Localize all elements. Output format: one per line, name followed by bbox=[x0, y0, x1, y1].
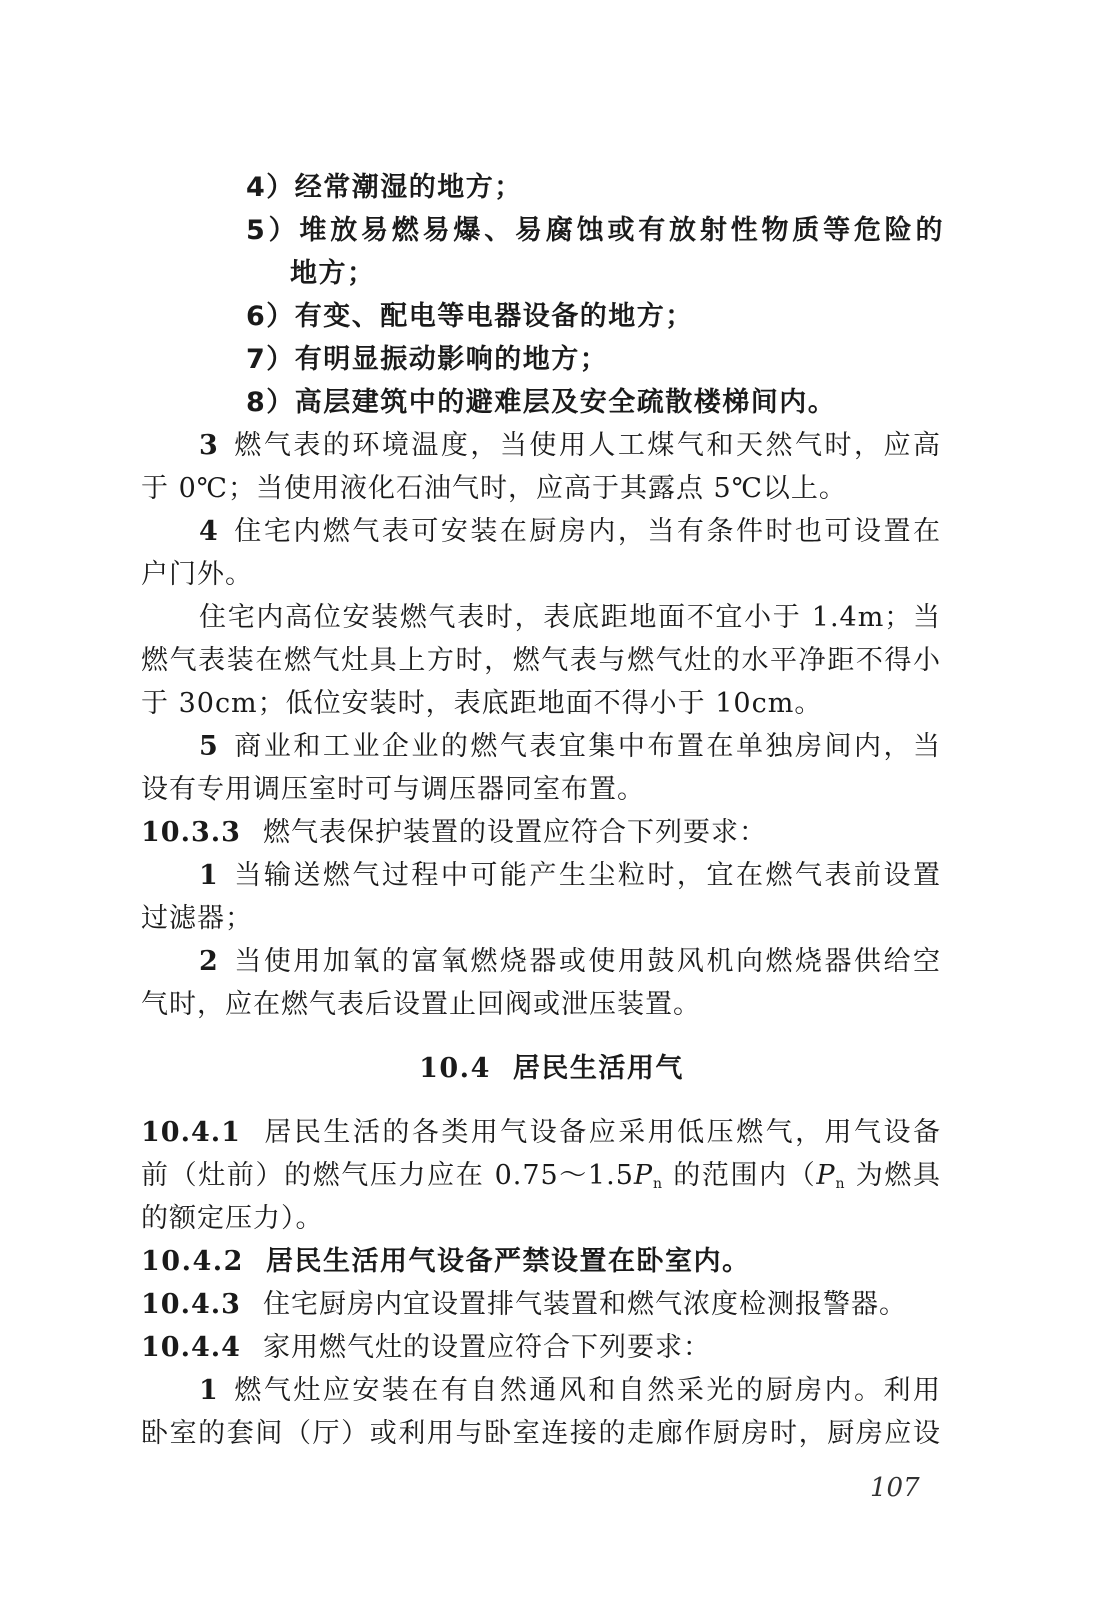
paragraph-number: 1 bbox=[199, 1375, 219, 1406]
list-item-7: 7）有明显振动影响的地方； bbox=[246, 344, 609, 375]
clause-10-4-4-item1-line1: 1 燃气灶应安装在有自然通风和自然采光的厨房内。利用 bbox=[199, 1375, 941, 1406]
clause-number: 10.4.2 bbox=[141, 1246, 244, 1277]
section-heading bbox=[0, 1052, 1103, 1086]
section-title: 居民生活用气 bbox=[512, 1053, 684, 1084]
paragraph-number: 1 bbox=[199, 860, 219, 891]
clause-10-3-3-item2-line2: 气时，应在燃气表后设置止回阀或泄压装置。 bbox=[141, 989, 701, 1020]
paragraph-3-line2: 于 0℃；当使用液化石油气时，应高于其露点 5℃以上。 bbox=[141, 473, 847, 504]
list-item-6: 6）有变、配电等电器设备的地方； bbox=[246, 301, 694, 332]
paragraph-4b-line3: 于 30cm；低位安装时，表底距地面不得小于 10cm。 bbox=[141, 688, 823, 719]
paragraph-4b-line1: 住宅内高位安装燃气表时，表底距地面不宜小于 1.4m；当 bbox=[199, 602, 941, 633]
section-number: 10.4 bbox=[419, 1053, 491, 1084]
clause-10-4-2: 10.4.2 居民生活用气设备严禁设置在卧室内。 bbox=[141, 1246, 751, 1277]
paragraph-4-line2: 户门外。 bbox=[141, 559, 253, 590]
list-item-8: 8）高层建筑中的避难层及安全疏散楼梯间内。 bbox=[246, 387, 837, 418]
page-number: 107 bbox=[870, 1473, 920, 1503]
clause-10-3-3-item1-line1: 1 当输送燃气过程中可能产生尘粒时，宜在燃气表前设置 bbox=[199, 860, 941, 891]
clause-10-4-4-item1-line2: 卧室的套间（厅）或利用与卧室连接的走廊作厨房时，厨房应设 bbox=[141, 1418, 941, 1449]
paragraph-4-line1: 4 住宅内燃气表可安装在厨房内，当有条件时也可设置在 bbox=[199, 516, 941, 547]
paragraph-number: 4 bbox=[199, 516, 219, 547]
clause-number: 10.4.1 bbox=[141, 1117, 241, 1148]
list-item-4: 4）经常潮湿的地方； bbox=[246, 172, 523, 203]
paragraph-3-line1: 3 燃气表的环境温度，当使用人工煤气和天然气时，应高 bbox=[199, 430, 941, 461]
list-item-5-line2: 地方； bbox=[290, 258, 376, 289]
clause-10-4-1-line3: 的额定压力）。 bbox=[141, 1203, 324, 1234]
paragraph-5-line2: 设有专用调压室时可与调压器同室布置。 bbox=[141, 774, 645, 805]
clause-10-3-3-item2-line1: 2 当使用加氧的富氧燃烧器或使用鼓风机向燃烧器供给空 bbox=[199, 946, 941, 977]
paragraph-4b-line2: 燃气表装在燃气灶具上方时，燃气表与燃气灶的水平净距不得小 bbox=[141, 645, 941, 676]
clause-10-3-3: 10.3.3 燃气表保护装置的设置应符合下列要求： bbox=[141, 817, 767, 848]
paragraph-number: 5 bbox=[199, 731, 219, 762]
clause-10-4-3: 10.4.3 住宅厨房内宜设置排气装置和燃气浓度检测报警器。 bbox=[141, 1289, 907, 1320]
clause-number: 10.4.4 bbox=[141, 1332, 241, 1363]
paragraph-number: 2 bbox=[199, 946, 219, 977]
clause-number: 10.4.3 bbox=[141, 1289, 241, 1320]
clause-10-4-1-line1: 10.4.1 居民生活的各类用气设备应采用低压燃气，用气设备 bbox=[141, 1117, 941, 1148]
list-item-5-line1: 5）堆放易燃易爆、易腐蚀或有放射性物质等危险的 bbox=[246, 215, 944, 246]
clause-10-4-4: 10.4.4 家用燃气灶的设置应符合下列要求： bbox=[141, 1332, 711, 1363]
paragraph-5-line1: 5 商业和工业企业的燃气表宜集中布置在单独房间内，当 bbox=[199, 731, 941, 762]
clause-10-3-3-item1-line2: 过滤器； bbox=[141, 903, 253, 934]
clause-10-4-1-line2: 前（灶前）的燃气压力应在 $0.75\sim 1.5P_n$ 的范围内（$P_n$ 为燃具 bbox=[141, 1160, 941, 1192]
paragraph-number: 3 bbox=[199, 430, 219, 461]
clause-number: 10.3.3 bbox=[141, 817, 241, 848]
